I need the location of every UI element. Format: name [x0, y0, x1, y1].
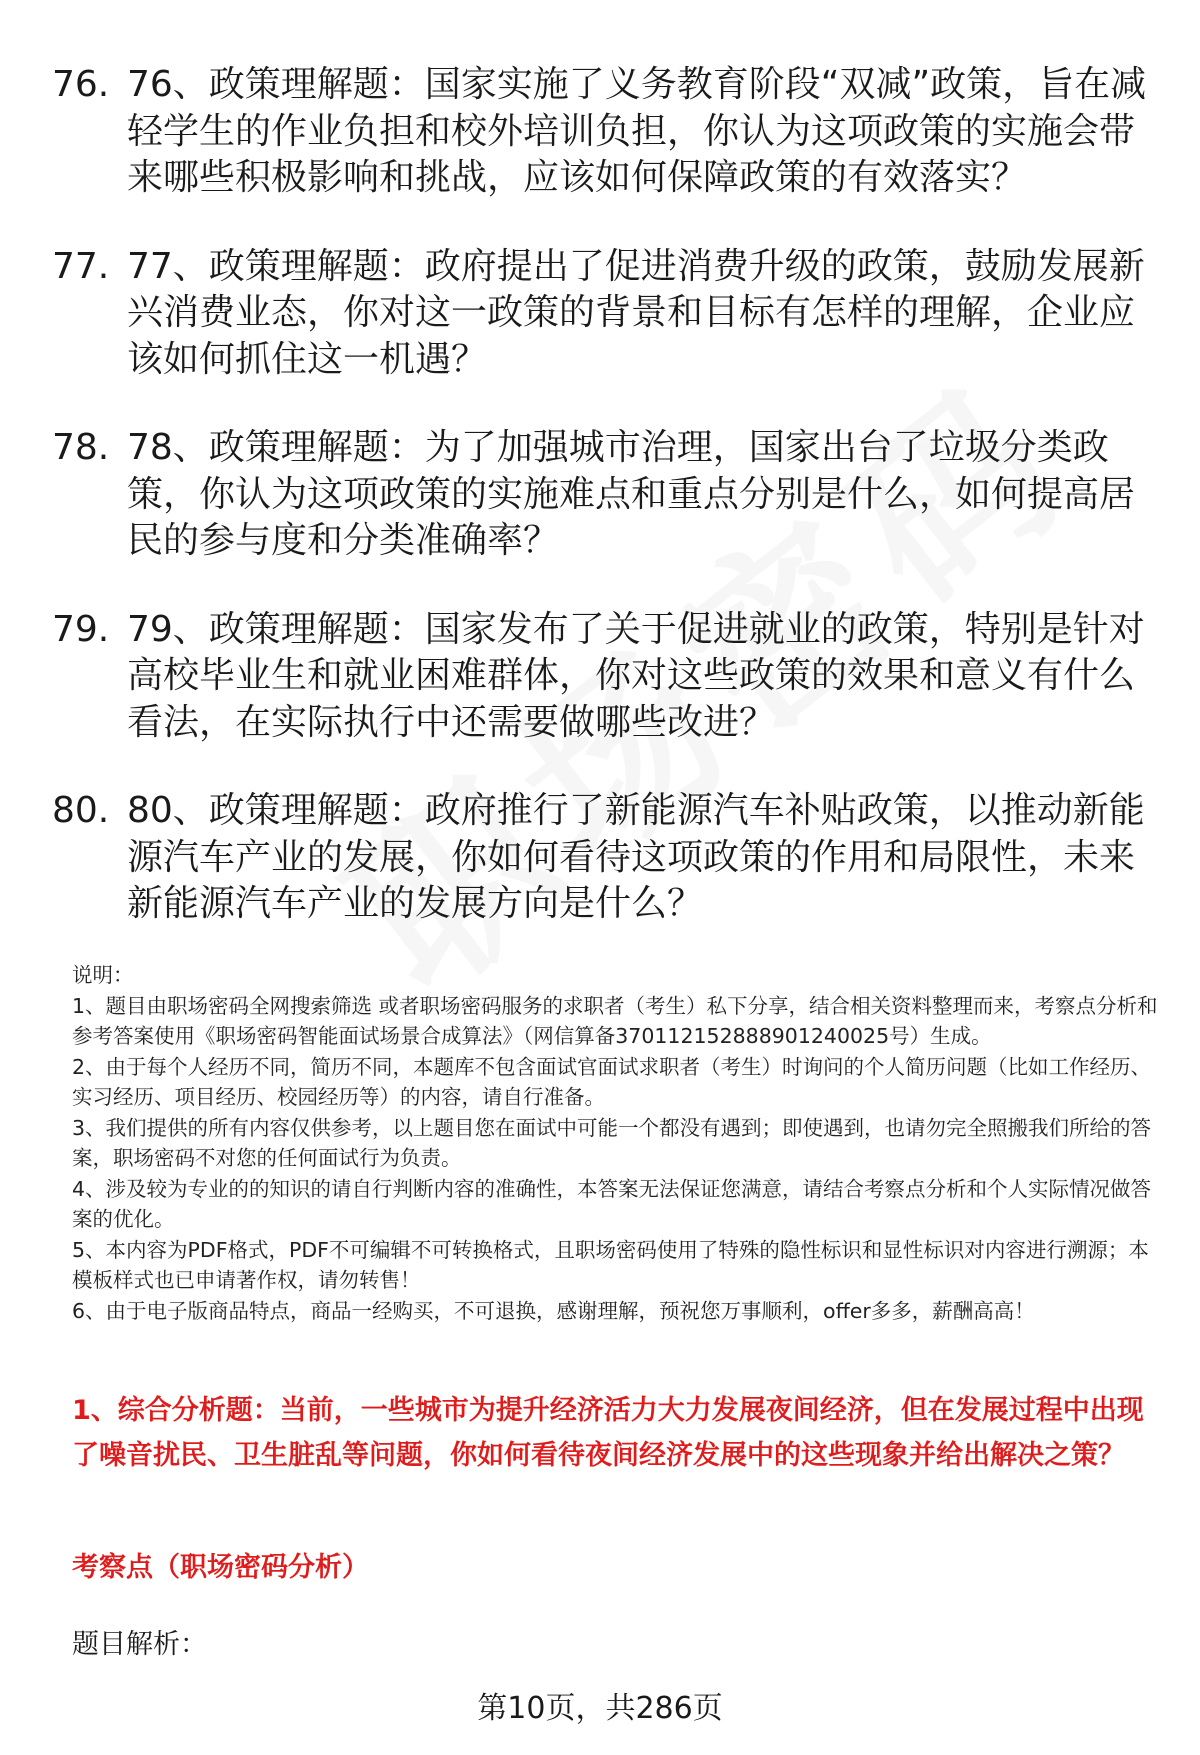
question-number: 78. [52, 427, 110, 468]
highlighted-question: 1、综合分析题：当前，一些城市为提升经济活力大力发展夜间经济，但在发展过程中出现了噪音扰民、卫生脏乱等问题，你如何看待夜间经济发展中的这些现象并给出解决之策？ [72, 1395, 1144, 1471]
question-item [52, 425, 1152, 565]
question-number: 80. [52, 790, 110, 831]
analysis-heading: 考察点（职场密码分析） [72, 1552, 369, 1583]
note-item: 4、涉及较为专业的的知识的请自行判断内容的准确性，本答案无法保证您满意，请结合考察点分析和个人实际情况做答案的优化。 [72, 1176, 1152, 1231]
analysis-label: 题目解析： [72, 1629, 207, 1660]
notes-section [72, 960, 1162, 1326]
question-text: 79、政策理解题：国家发布了关于促进就业的政策，特别是针对高校毕业生和就业困难群体，你对这些政策的效果和意义有什么看法，在实际执行中还需要做哪些改进？ [127, 608, 1145, 743]
note-item: 2、由于每个人经历不同，简历不同，本题库不包含面试官面试求职者（考生）时询问的个人简历问题（比如工作经历、实习经历、项目经历、校园经历等）的内容，请自行准备。 [72, 1054, 1152, 1109]
question-number: 79. [52, 608, 110, 650]
question-text: 76、政策理解题：国家实施了义务教育阶段“双减”政策，旨在减轻学生的作业负担和校外培训负担，你认为这项政策的实施会带来哪些积极影响和挑战，应该如何保障政策的有效落实？ [127, 64, 1147, 198]
notes-title: 说明： [72, 963, 134, 987]
question-item [52, 244, 1152, 384]
question-number: 77. [52, 245, 110, 287]
question-list [52, 62, 1152, 970]
question-text: 80、政策理解题：政府推行了新能源汽车补贴政策，以推动新能源汽车产业的发展，你如何看待这项政策的作用和局限性，未来新能源汽车产业的发展方向是什么？ [127, 790, 1145, 924]
question-text: 78、政策理解题：为了加强城市治理，国家出台了垃圾分类政策，你认为这项政策的实施难点和重点分别是什么，如何提高居民的参与度和分类准确率？ [127, 427, 1136, 561]
question-text: 77、政策理解题：政府提出了促进消费升级的政策，鼓励发展新兴消费业态，你对这一政策的背景和目标有怎样的理解，企业应该如何抓住这一机遇？ [127, 245, 1145, 380]
note-item: 6、由于电子版商品特点，商品一经购买，不可退换，感谢理解，预祝您万事顺利，offer多多，薪酬高高！ [72, 1298, 1035, 1323]
note-item: 1、题目由职场密码全网搜索筛选 或者职场密码服务的求职者（考生）私下分享，结合相关资料整理而来，考察点分析和参考答案使用《职场密码智能面试场景合成算法》（网信算备370112152888901240025号）生成。 [72, 993, 1158, 1048]
note-item: 3、我们提供的所有内容仅供参考，以上题目您在面试中可能一个都没有遇到；即使遇到，也请勿完全照搬我们所给的答案，职场密码不对您的任何面试行为负责。 [72, 1115, 1152, 1170]
note-item: 5、本内容为PDF格式，PDF不可编辑不可转换格式，且职场密码使用了特殊的隐性标识和显性标识对内容进行溯源；本模板样式也已申请著作权，请勿转售！ [72, 1237, 1149, 1292]
question-number: 76. [52, 64, 110, 105]
question-item [52, 62, 1152, 202]
page-footer: 第10页，共286页 [477, 1691, 723, 1726]
question-item [52, 788, 1152, 928]
question-item [52, 607, 1152, 747]
